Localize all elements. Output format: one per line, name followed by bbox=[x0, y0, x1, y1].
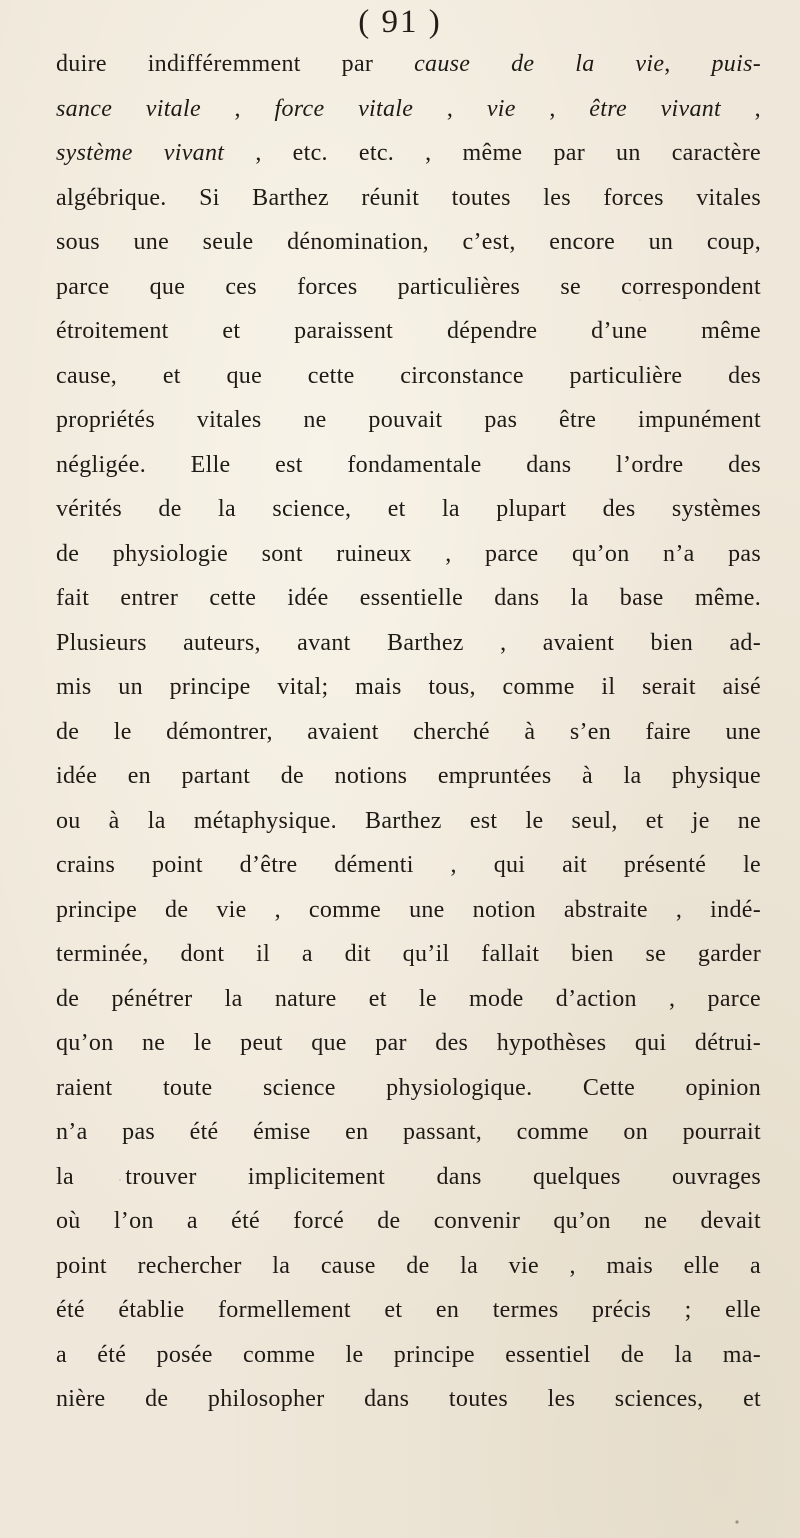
italic-text: être vivant bbox=[589, 95, 722, 122]
text-run: propriétés vitales ne pouvait pas être impunément bbox=[56, 407, 761, 433]
italic-text: force vitale bbox=[274, 95, 414, 122]
text-run: idée en partant de notions empruntées à la physique bbox=[56, 763, 761, 789]
text-run: la trouver implicitement dans quelques ouvrages bbox=[56, 1163, 761, 1190]
text-run: , bbox=[413, 95, 487, 122]
text-run: point rechercher la cause de la vie , mais elle a bbox=[56, 1252, 761, 1279]
text-run: raient toute science physiologique. Cette opinion bbox=[56, 1074, 761, 1101]
text-run: principe de vie , comme une notion abstraite , indé- bbox=[56, 896, 761, 923]
text-run: , etc. etc. , même par un caractère bbox=[224, 140, 761, 166]
italic-text: vie bbox=[486, 95, 516, 122]
italic-text: cause de la vie bbox=[414, 51, 665, 77]
text-run: fait entrer cette idée essentielle dans la base même. bbox=[56, 585, 761, 611]
text-run: de physiologie sont ruineux , parce qu’on n’a pas bbox=[56, 540, 761, 567]
text-run: , bbox=[515, 95, 590, 122]
text-run: étroitement et paraissent dépendre d’une même bbox=[56, 318, 761, 344]
text-run: été établie formellement et en termes précis ; elle bbox=[56, 1297, 761, 1323]
text-run: vérités de la science, et la plupart des systèmes bbox=[56, 496, 761, 522]
text-run: sous une seule dénomination, c’est, encore un coup, bbox=[56, 229, 761, 255]
text-run: cause, et que cette circonstance particulière des bbox=[56, 362, 761, 389]
text-run: ou à la métaphysique. Barthez est le seul, et je ne bbox=[56, 807, 761, 834]
text-run: négligée. Elle est fondamentale dans l’ordre des bbox=[56, 451, 761, 478]
text-run: algébrique. Si Barthez réunit toutes les forces vitales bbox=[56, 184, 761, 211]
text-run: mis un principe vital; mais tous, comme il serait aisé bbox=[56, 674, 761, 700]
text-run: duire indifféremment par bbox=[56, 51, 415, 77]
text-run: crains point d’être démenti , qui ait présenté le bbox=[56, 852, 761, 878]
italic-text: puis- bbox=[711, 51, 761, 77]
text-run: , bbox=[664, 51, 712, 77]
italic-text: sance vitale bbox=[56, 95, 201, 122]
text-run: Plusieurs auteurs, avant Barthez , avaient bien ad- bbox=[56, 629, 761, 656]
text-run: de pénétrer la nature et le mode d’action , parce bbox=[56, 985, 761, 1012]
text-run: qu’on ne le peut que par des hypothèses qui détrui- bbox=[56, 1030, 761, 1056]
text-run: de le démontrer, avaient cherché à s’en faire une bbox=[56, 718, 761, 745]
text-run: nière de philosopher dans toutes les sciences, et bbox=[56, 1386, 761, 1412]
text-run: a été posée comme le principe essentiel de la ma- bbox=[56, 1341, 761, 1368]
text-run: , bbox=[721, 95, 761, 122]
text-run: parce que ces forces particulières se correspondent bbox=[56, 273, 761, 300]
text-run: , bbox=[200, 95, 275, 122]
text-run: où l’on a été forcé de convenir qu’on ne devait bbox=[56, 1208, 761, 1234]
text-run: n’a pas été émise en passant, comme on pourrait bbox=[56, 1119, 761, 1145]
italic-text: système vivant bbox=[56, 140, 225, 166]
page-number: ( 91 ) bbox=[358, 4, 442, 40]
text-run: terminée, dont il a dit qu’il fallait bien se garder bbox=[56, 941, 761, 967]
